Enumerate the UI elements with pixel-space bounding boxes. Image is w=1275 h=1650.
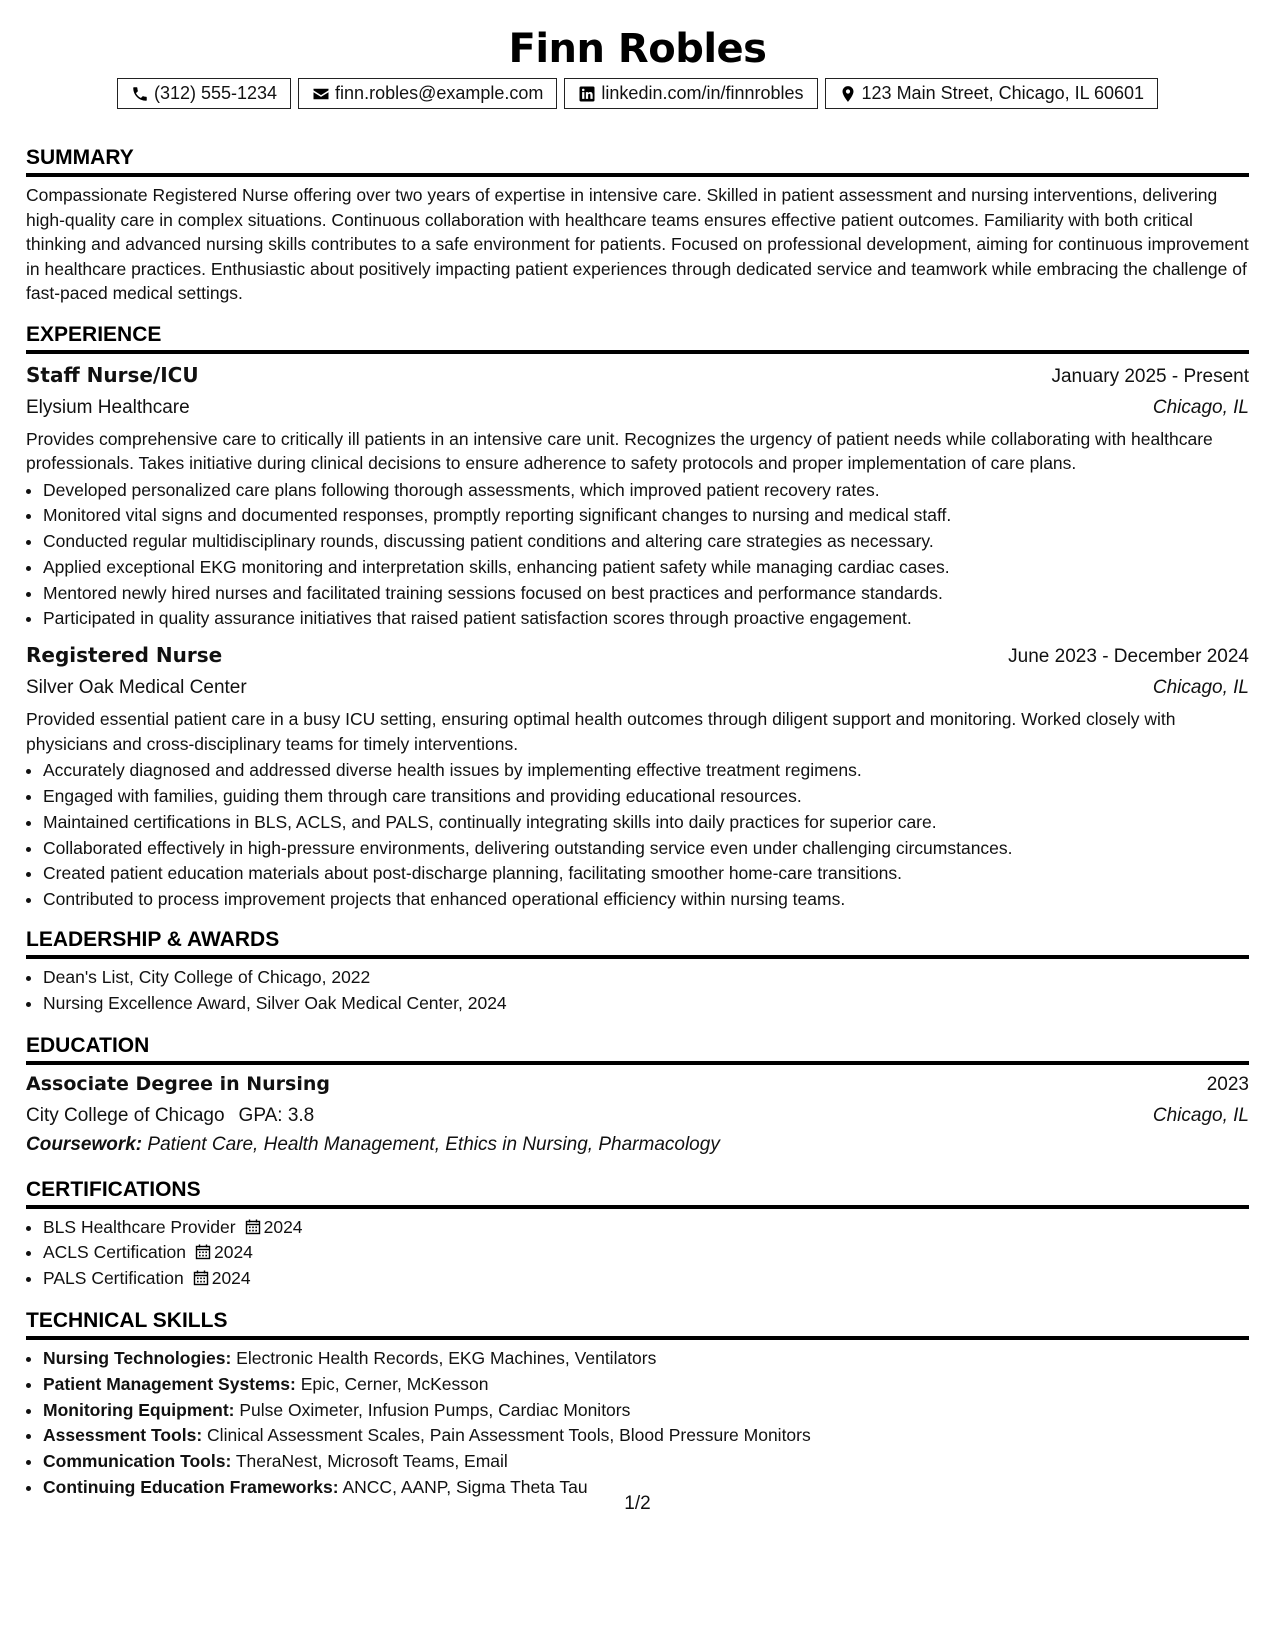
- job-bullet: • Applied exceptional EKG monitoring and interpretation skills, enhancing patient safety while managing cardiac cases.: [43, 555, 1249, 581]
- job-role: Registered Nurse: [26, 643, 223, 668]
- certification-year: 2024: [263, 1216, 303, 1237]
- skill-label: Patient Management Systems:: [43, 1373, 296, 1394]
- certification-name: BLS Healthcare Provider: [43, 1216, 236, 1237]
- job-bullet: • Conducted regular multidisciplinary rounds, discussing patient conditions and altering care strategies as necessary.: [43, 529, 1249, 555]
- summary-section: [26, 145, 1249, 306]
- certification-item: [43, 1240, 1249, 1266]
- email-text: finn.robles@example.com: [335, 83, 544, 103]
- job-role: Staff Nurse/ICU: [26, 362, 199, 387]
- skills-list: [26, 1346, 1249, 1501]
- envelope-icon: [312, 85, 330, 103]
- contact-email[interactable]: [298, 78, 557, 109]
- school-name: City College of Chicago: [26, 1104, 225, 1126]
- job-bullets: [26, 478, 1249, 633]
- skill-label: Communication Tools:: [43, 1451, 232, 1472]
- job-bullet: • Collaborated effectively in high-pressure environments, delivering outstanding service even under challenging circumstances.: [43, 836, 1249, 862]
- job-bullet: • Monitored vital signs and documented responses, promptly reporting significant changes to nursing and medical staff.: [43, 503, 1249, 529]
- education-header: [26, 1069, 1249, 1100]
- linkedin-icon: [578, 85, 596, 103]
- section-title-certifications: CERTIFICATIONS: [26, 1177, 1249, 1209]
- experience-section: [26, 322, 1249, 914]
- address-text: 123 Main Street, Chicago, IL 60601: [861, 83, 1145, 103]
- section-title-leadership: LEADERSHIP & AWARDS: [26, 927, 1249, 959]
- candidate-name: Finn Robles: [508, 26, 767, 72]
- certification-item: [43, 1266, 1249, 1292]
- certification-name: PALS Certification: [43, 1268, 184, 1289]
- job-org: Elysium Healthcare: [26, 396, 190, 418]
- job-bullet: • Contributed to process improvement projects that enhanced operational efficiency within nursing teams.: [43, 887, 1249, 913]
- skill-value: Clinical Assessment Scales, Pain Assessment Tools, Blood Pressure Monitors: [207, 1425, 811, 1446]
- skill-value: TheraNest, Microsoft Teams, Email: [235, 1451, 508, 1472]
- linkedin-text: linkedin.com/in/finnrobles: [601, 83, 804, 103]
- school-block: [26, 1100, 314, 1131]
- map-pin-icon: [839, 85, 857, 103]
- section-title-skills: TECHNICAL SKILLS: [26, 1308, 1249, 1340]
- job-org-row: [26, 392, 1249, 423]
- skill-value: Pulse Oximeter, Infusion Pumps, Cardiac Monitors: [239, 1399, 631, 1420]
- coursework-label: Coursework:: [26, 1133, 143, 1155]
- job-dates: June 2023 - December 2024: [1008, 646, 1249, 668]
- job-description: Provides comprehensive care to critically ill patients in an intensive care unit. Recognizes the urgency of patient needs while collaborating with healthcare professionals. Takes initiative during clinical decisions to ensure adherence to safety protocols and proper implementation of care plans.: [26, 428, 1213, 473]
- skill-value: Electronic Health Records, EKG Machines, Ventilators: [236, 1348, 657, 1369]
- certifications-list: [26, 1215, 1249, 1292]
- job-bullets: [26, 758, 1249, 913]
- education-section: [26, 1033, 1249, 1159]
- certifications-section: [26, 1177, 1249, 1292]
- job-bullet: • Engaged with families, guiding them through care transitions and providing educational resources.: [43, 784, 1249, 810]
- job-org-row: [26, 672, 1249, 703]
- skill-item: [43, 1423, 1249, 1449]
- job-bullet: • Participated in quality assurance initiatives that raised patient satisfaction scores through proactive engagement.: [43, 606, 1249, 632]
- job-header: [26, 360, 1249, 392]
- job-dates: January 2025 - Present: [1051, 365, 1249, 387]
- school-location: Chicago, IL: [1152, 1104, 1249, 1126]
- job-bullet: • Mentored newly hired nurses and facilitated training sessions focused on best practices and performance standards.: [43, 581, 1249, 607]
- skill-label: Assessment Tools:: [43, 1425, 203, 1446]
- skill-item: [43, 1372, 1249, 1398]
- skill-item: [43, 1398, 1249, 1424]
- certification-year: 2024: [211, 1268, 251, 1289]
- award-item: • Nursing Excellence Award, Silver Oak Medical Center, 2024: [43, 991, 1249, 1017]
- section-title-education: EDUCATION: [26, 1033, 1249, 1065]
- calendar-icon: [193, 1270, 209, 1286]
- calendar-icon: [195, 1244, 211, 1260]
- summary-text: Compassionate Registered Nurse offering over two years of expertise in intensive care. Skilled in patient assessment and nursing interventions, delivering high-quality care in complex situations. Continuous collaboration with healthcare teams ensures effective patient outcomes. Familiarity with both critical thinking and advanced nursing skills contributes to a safe environment for patients. Focused on professional development, aiming for continuous improvement in healthcare practices. Enthusiastic about positively impacting patient experiences through dedicated service and teamwork while embracing the challenge of fast-paced medical settings.: [26, 185, 1249, 303]
- job-description: Provided essential patient care in a busy ICU setting, ensuring optimal health outcomes through diligent support and monitoring. Worked closely with physicians and cross-disciplinary teams for timely interventions.: [26, 709, 1176, 754]
- skill-label: Monitoring Equipment:: [43, 1399, 235, 1420]
- job-header: [26, 640, 1249, 672]
- education-school-row: [26, 1100, 1249, 1131]
- coursework: [26, 1131, 1249, 1159]
- skill-value: ANCC, AANP, Sigma Theta Tau: [342, 1477, 588, 1498]
- degree: Associate Degree in Nursing: [26, 1072, 330, 1095]
- certification-name: ACLS Certification: [43, 1242, 186, 1263]
- award-item: • Dean's List, City College of Chicago, 2022: [43, 965, 1249, 991]
- job-bullet: • Created patient education materials about post-discharge planning, facilitating smoother home-care transitions.: [43, 861, 1249, 887]
- section-title-summary: SUMMARY: [26, 145, 1249, 177]
- phone-icon: [131, 85, 149, 103]
- certification-item: [43, 1215, 1249, 1241]
- job-entry: [26, 360, 1249, 633]
- job-bullet: • Accurately diagnosed and addressed diverse health issues by implementing effective treatment regimens.: [43, 758, 1249, 784]
- page-number: 1/2: [624, 1493, 651, 1514]
- gpa: GPA: 3.8: [238, 1104, 315, 1126]
- coursework-list: Patient Care, Health Management, Ethics in Nursing, Pharmacology: [147, 1133, 720, 1155]
- certification-year: 2024: [213, 1242, 253, 1263]
- job-bullet: • Maintained certifications in BLS, ACLS, and PALS, continually integrating skills into daily practices for superior care.: [43, 810, 1249, 836]
- skill-item: [43, 1449, 1249, 1475]
- calendar-icon: [245, 1219, 261, 1235]
- leadership-list: [26, 965, 1249, 1017]
- contact-linkedin[interactable]: [564, 78, 817, 109]
- contact-phone[interactable]: [117, 78, 291, 109]
- skill-label: Continuing Education Frameworks:: [43, 1477, 339, 1498]
- job-bullet: • Developed personalized care plans following thorough assessments, which improved patient recovery rates.: [43, 478, 1249, 504]
- job-org: Silver Oak Medical Center: [26, 677, 247, 699]
- section-title-experience: EXPERIENCE: [26, 322, 1249, 354]
- job-location: Chicago, IL: [1152, 677, 1249, 699]
- skill-value: Epic, Cerner, McKesson: [300, 1373, 489, 1394]
- phone-text: (312) 555-1234: [153, 83, 278, 103]
- skills-section: [26, 1308, 1249, 1501]
- skill-label: Nursing Technologies:: [43, 1348, 232, 1369]
- contact-bar: [26, 78, 1249, 109]
- job-location: Chicago, IL: [1152, 396, 1249, 418]
- leadership-section: [26, 927, 1249, 1017]
- job-entry: [26, 640, 1249, 913]
- contact-address[interactable]: [825, 78, 1159, 109]
- skill-item: [43, 1346, 1249, 1372]
- graduation-year: 2023: [1206, 1073, 1249, 1095]
